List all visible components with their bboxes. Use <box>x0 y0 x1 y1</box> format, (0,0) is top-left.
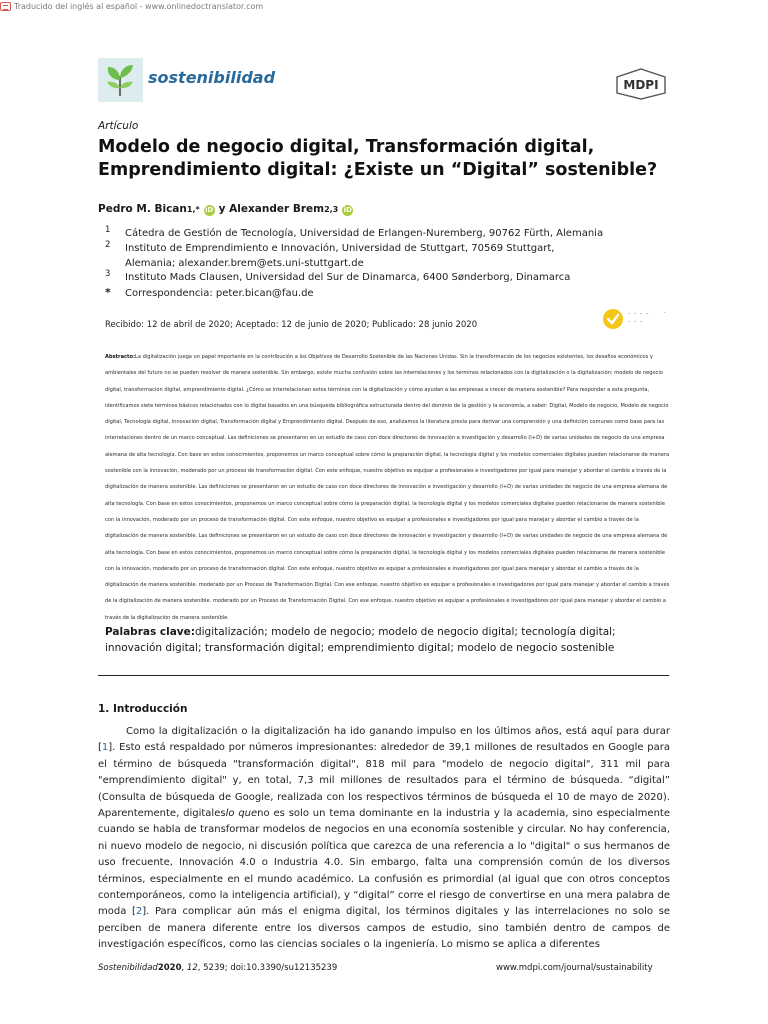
journal-name: sostenibilidad <box>148 68 276 87</box>
footer-separator: , <box>181 963 187 973</box>
updates-decoration: - - - - · <box>628 310 667 317</box>
footer-url[interactable]: www.mdpi.com/journal/sustainability <box>496 963 653 973</box>
body-text: ]. Para complicar aún más el enigma digital, los términos digitales y las interrelaciones no solo se perciben de manera diferente entre los diversos campos de estudio, sino también dentro de campos de investigación específicos, como las ciencias sociales o la ingeniería. Lo mismo se aplica a diferentes <box>98 906 670 951</box>
author-list <box>98 203 357 216</box>
abstract <box>105 349 670 626</box>
abstract-label: Abstracto: <box>105 354 135 360</box>
affiliation-text: Instituto de Emprendimiento e Innovación, Universidad de Stuttgart, 70569 Stuttgart, Alemania; alexander.brem@ets.uni-stuttgart.de <box>125 243 555 269</box>
affiliation-text: Instituto Mads Clausen, Universidad del Sur de Dinamarca, 6400 Sønderborg, Dinamarca <box>125 272 571 283</box>
publication-dates: Recibido: 12 de abril de 2020; Aceptado: 12 de junio de 2020; Publicado: 28 junio 2020 <box>105 320 478 330</box>
keywords-label: Palabras clave: <box>105 626 195 638</box>
updates-decoration: - - - <box>628 318 644 325</box>
correspondence-text: Correspondencia: peter.bican@fau.de <box>125 288 314 299</box>
translator-banner-text: Traducido del inglés al español - www.onlinedoctranslator.com <box>14 1 264 11</box>
mdpi-hexagon-icon <box>614 68 668 100</box>
body-italic: lo que <box>225 808 258 820</box>
footer-journal: Sostenibilidad <box>98 963 158 973</box>
author-affiliation-marker: 1,* <box>186 205 200 214</box>
affiliation-number: 2 <box>105 240 111 250</box>
author-name: y Alexander Brem <box>218 203 325 215</box>
keywords <box>105 624 670 656</box>
orcid-icon[interactable]: iD <box>205 206 214 214</box>
author-affiliation-marker: 2,3 <box>324 205 339 214</box>
correspondence-marker: * <box>105 286 111 299</box>
affiliation-text: Cátedra de Gestión de Tecnología, Universidad de Erlangen-Nuremberg, 90762 Fürth, Alemania <box>125 228 604 239</box>
body-text: Como la digitalización o la digitalización ha ido ganando impulso en los últimos años, está aquí para durar [ <box>98 726 670 754</box>
body-text: ]. Esto está respaldado por números impresionantes: alrededor de 39,1 millones de resultados en Google para el término de búsqueda "transformación digital", 818 mil para "modelo de negocio digital", 311 mil para "emprendimiento digital" y, en total, 7,3 mil millones de resultados para el término de búsqueda. “digital” (Consulta de búsqueda de Google, realizada con los respectivos términos de búsqueda el 10 de mayo de 2020). Aparentemente, digitales <box>98 742 670 820</box>
orcid-icon[interactable]: iD <box>343 206 352 214</box>
translator-banner[interactable] <box>0 0 263 12</box>
footer-volume: 12 <box>186 963 198 973</box>
section-divider <box>98 675 669 676</box>
citation-link[interactable]: 1 <box>101 742 109 754</box>
footer-year: 2020 <box>157 963 182 973</box>
abstract-text: La digitalización juega un papel importante en la contribución a los Objetivos de Desarrollo Sostenible de las Naciones Unidas. Sin la transformación de los negocios existentes, los desafíos económicos y ambientales del futuro no se pueden resolver de manera sostenible. Sin embargo, existe mucha confusión sobre las interrelaciones y los términos relacionados con la digitalización o la digitalización: modelo de negocio digital, transformación digital, emprendimiento digital. ¿Cómo se interrelacionan estos términos con la digitalización y cómo ayudan a las empresas a crecer de manera sostenible? Para responder a esta pregunta, identificamos siete términos básicos relacionados con lo digital basados en una búsqueda bibliográfica estructurada dentro del dominio de la gestión y la economía, a saber: Digital, Modelo de negocio, Modelo de negocio digital, Tecnología digital, Innovación digital, Transformación digital y Emprendimiento digital. Después de eso, analizamos la literatura previa para derivar una comprensión y una definición comunes como base para las interrelaciones dentro de un marco conceptual. Las definiciones se presentaron en un estudio de caso con doce directores de innovación e investigación y desarrollo (I+D) de varias unidades de negocio de una empresa alemana de alta tecnología. Con base en estos conocimientos, proponemos un marco conceptual sobre cómo la preparación digital, la tecnología digital y los modelos comerciales digitales pueden relacionarse de manera sostenible con la innovación, moderado por un proceso de transformación digital. Con este enfoque, nuestro objetivo es equipar a profesionales e investigadores por igual para manejar y abordar el cambio a través de la digitalización de manera sostenible. Las definiciones se presentaron en un estudio de caso con doce directores de innovación e investigación y desarrollo (I+D) de varias unidades de negocio de una empresa alemana de alta tecnología. Con base en estos conocimientos, proponemos un marco conceptual sobre cómo la preparación digital, la tecnología digital y los modelos comerciales digitales pueden relacionarse de manera sostenible con la innovación, moderado por un proceso de transformación digital. Con este enfoque, nuestro objetivo es equipar a profesionales e investigadores por igual para manejar y abordar el cambio a través de la digitalización de manera sostenible. Las definiciones se presentaron en un estudio de caso con doce directores de innovación e investigación y desarrollo (I+D) de varias unidades de negocio de una empresa alemana de alta tecnología. Con base en estos conocimientos, proponemos un marco conceptual sobre cómo la preparación digital, la tecnología digital y los modelos comerciales digitales pueden relacionarse de manera sostenible con la innovación, moderado por un proceso de transformación digital. Con este enfoque, nuestro objetivo es equipar a profesionales e investigadores por igual para manejar y abordar el cambio a través de la digitalización de manera sostenible. moderado por un Proceso de Transformación Digital. Con ese enfoque, nuestro objetivo es equipar a profesionales e investigadores por igual para manejar y abordar el cambio a través de la digitalización de manera sostenible. moderado por un Proceso de Transformación Digital. Con ese enfoque, nuestro objetivo es equipar a profesionales e investigadores por igual para manejar y abordar el cambio a través de la digitalización de manera sostenible. <box>105 354 670 621</box>
plant-seedling-icon <box>98 58 143 102</box>
article-title: Modelo de negocio digital, Transformación digital, Emprendimiento digital: ¿Existe un “Digital” sostenible? <box>98 137 658 180</box>
footer-citation <box>98 963 337 973</box>
mdpi-logo <box>614 68 668 100</box>
body-text: no es solo un tema dominante en la industria y la academia, sino especialmente cuando se habla de transformar modelos de negocios en una economía sostenible y circular. No hay conferencia, ni nuevo modelo de negocio, ni discusión política que carezca de una referencia a lo "digital" o sus hermanos de uso frecuente, Innovación 4.0 o Industria 4.0. Sin embargo, falta una comprensión común de los diversos términos, especialmente en el mundo académico. La confusión es primordial (al igual que con otros conceptos contemporáneos, como la inteligencia artificial), y “digital” corre el riesgo de convertirse en una mera palabra de moda [ <box>98 808 670 918</box>
author-name: Pedro M. Bican <box>98 203 187 215</box>
check-for-updates-icon[interactable] <box>602 308 624 330</box>
section-heading: 1. Introducción <box>98 703 188 715</box>
section-body <box>98 724 670 954</box>
keywords-text: digitalización; modelo de negocio; modelo de negocio digital; tecnología digital; innovación digital; transformación digital; emprendimiento digital; modelo de negocio sostenible <box>105 626 616 654</box>
document-translate-icon <box>0 2 11 11</box>
citation-link[interactable]: 2 <box>135 906 143 918</box>
affiliation-number: 1 <box>105 225 111 235</box>
mdpi-logo-text: MDPI <box>623 78 659 92</box>
article-type: Artículo <box>98 120 139 132</box>
affiliation-number: 3 <box>105 269 111 279</box>
footer-doi: , 5239; doi:10.3390/su12135239 <box>197 963 338 973</box>
journal-logo <box>98 58 143 102</box>
